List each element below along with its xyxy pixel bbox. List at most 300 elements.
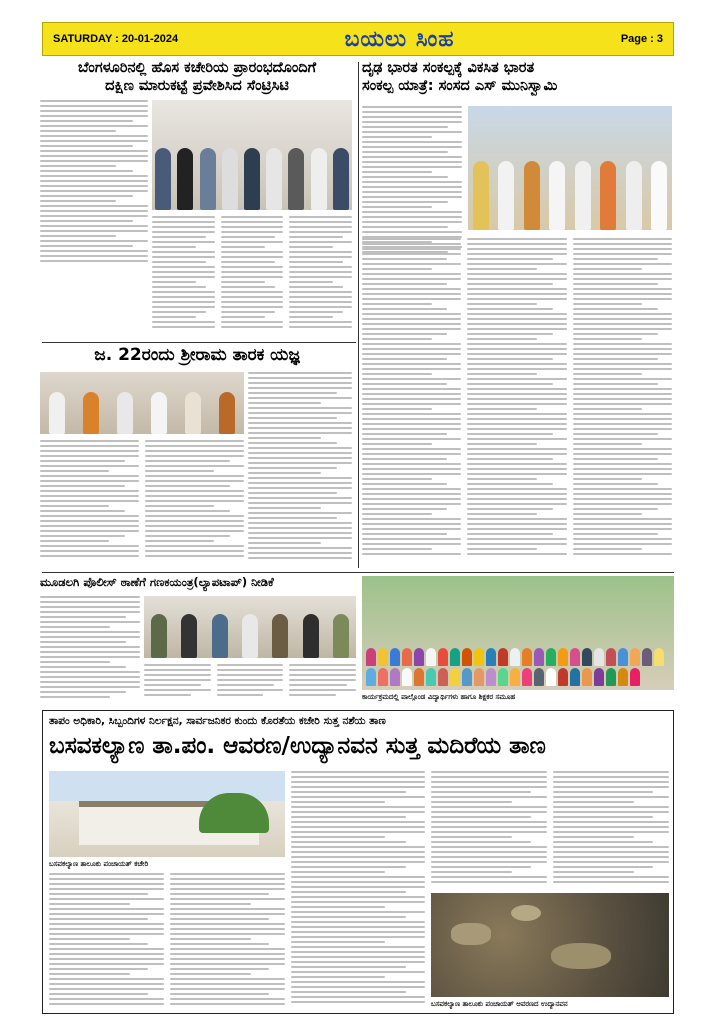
body-text-line xyxy=(248,467,337,469)
body-text-line xyxy=(49,938,130,940)
body-text-line xyxy=(145,555,244,557)
body-text-line xyxy=(362,211,462,213)
body-text-line xyxy=(362,231,462,233)
body-text-line xyxy=(40,500,139,502)
body-text-line xyxy=(553,816,653,818)
body-text-line xyxy=(573,343,672,345)
body-text-line xyxy=(362,443,432,445)
body-text-line xyxy=(145,480,244,482)
body-text-line xyxy=(40,535,125,537)
body-text-line xyxy=(289,251,352,253)
body-text-line xyxy=(248,447,352,449)
body-text-line xyxy=(362,373,432,375)
body-text-line xyxy=(248,412,352,414)
body-text-line xyxy=(289,301,352,303)
body-text-line xyxy=(40,525,139,527)
body-text-line xyxy=(49,908,164,910)
body-text-line xyxy=(40,110,148,112)
body-text-line xyxy=(362,303,432,305)
body-text-line xyxy=(573,353,672,355)
body-text-line xyxy=(145,540,214,542)
body-text-line xyxy=(40,170,133,172)
body-text-line xyxy=(467,353,566,355)
body-text-line xyxy=(221,241,284,243)
body-text-line xyxy=(431,806,547,808)
body-text-line xyxy=(362,186,462,188)
body-text-line xyxy=(248,552,352,554)
body-text-line xyxy=(362,283,447,285)
body-text-line xyxy=(289,694,336,696)
body-text-line xyxy=(362,413,461,415)
body-text-line xyxy=(248,397,352,399)
body-text-line xyxy=(170,953,285,955)
body-text-line xyxy=(467,543,566,545)
body-text-line xyxy=(573,498,672,500)
body-text-line xyxy=(467,503,566,505)
body-text-line xyxy=(467,373,537,375)
body-text-line xyxy=(49,903,130,905)
body-text-line xyxy=(573,508,658,510)
body-text-line xyxy=(289,281,333,283)
body-text-line xyxy=(467,483,552,485)
body-text-line xyxy=(467,448,566,450)
body-text-line xyxy=(431,811,547,813)
body-text-line xyxy=(431,856,547,858)
body-text-line xyxy=(248,422,352,424)
body-text-line xyxy=(289,679,356,681)
body-text-line xyxy=(291,921,425,923)
body-text-line xyxy=(152,241,215,243)
body-text-line xyxy=(49,918,148,920)
body-text-line xyxy=(553,856,669,858)
body-text-line xyxy=(40,205,148,207)
body-text-line xyxy=(291,976,385,978)
body-text-line xyxy=(248,532,352,534)
body-text-line xyxy=(248,452,352,454)
body-text-line xyxy=(49,893,148,895)
body-text-line xyxy=(289,326,352,328)
body-text-line xyxy=(289,689,356,691)
body-text-line xyxy=(289,256,352,258)
yagna-photo xyxy=(40,372,244,434)
paper-name: ಬಯಲು ಸಿಂಹ xyxy=(344,26,455,52)
body-text-line xyxy=(467,348,566,350)
body-text-line xyxy=(467,273,566,275)
body-text-line xyxy=(40,260,148,262)
body-text-line xyxy=(362,111,462,113)
body-text-line xyxy=(291,986,425,988)
body-text-line xyxy=(573,308,658,310)
body-text-line xyxy=(362,453,461,455)
body-text-line xyxy=(553,786,669,788)
body-text-line xyxy=(40,460,125,462)
body-text-line xyxy=(40,495,139,497)
story-basavakalyan-kicker: ತಾಪಂ ಅಧಿಕಾರಿ, ಸಿಬ್ಬಂದಿಗಳ ನಿರ್ಲಕ್ಷನ, ಸಾರ್ವಜನಿಕರ ಕುಂದು ಕೊರತೆಯ ಕಚೇರಿ ಸುತ್ತ ನಶೆಯ ತಾಣ xyxy=(49,715,386,727)
body-text-line xyxy=(573,368,672,370)
body-text-line xyxy=(362,318,461,320)
body-text-line xyxy=(248,507,321,509)
body-text-line xyxy=(362,418,461,420)
body-text-line xyxy=(145,545,244,547)
body-text-line xyxy=(221,236,275,238)
body-text-line xyxy=(49,943,148,945)
body-text-line xyxy=(573,483,658,485)
body-text-line xyxy=(170,988,285,990)
body-text-line xyxy=(291,966,406,968)
body-text-line xyxy=(573,348,672,350)
body-text-line xyxy=(170,943,269,945)
body-text-line xyxy=(221,276,284,278)
body-text-line xyxy=(467,283,552,285)
divider-yagna-top xyxy=(42,342,356,343)
body-text-line xyxy=(40,631,140,633)
body-text-line xyxy=(248,427,352,429)
body-text-line xyxy=(248,432,352,434)
body-text-line xyxy=(467,343,566,345)
body-text-line xyxy=(467,328,566,330)
body-text-line xyxy=(467,513,537,515)
body-text-line xyxy=(362,121,462,123)
body-text-line xyxy=(40,611,140,613)
body-text-line xyxy=(40,125,148,127)
body-text-line xyxy=(291,806,425,808)
body-text-line xyxy=(40,100,148,102)
body-text-line xyxy=(362,543,461,545)
body-text-line xyxy=(362,161,462,163)
body-text-line xyxy=(40,555,139,557)
body-text-line xyxy=(49,928,164,930)
body-text-line xyxy=(291,846,425,848)
body-text-line xyxy=(248,387,352,389)
body-text-line xyxy=(362,248,461,250)
story-yagna xyxy=(40,346,354,568)
body-text-line xyxy=(221,271,284,273)
body-text-line xyxy=(362,518,461,520)
body-text-line xyxy=(217,694,264,696)
body-text-line xyxy=(291,811,425,813)
body-text-line xyxy=(431,776,547,778)
body-text-line xyxy=(362,448,461,450)
body-text-line xyxy=(467,288,566,290)
body-text-line xyxy=(289,231,352,233)
body-text-line xyxy=(152,311,206,313)
body-text-line xyxy=(362,328,461,330)
body-text-line xyxy=(40,485,125,487)
body-text-line xyxy=(431,861,547,863)
body-text-line xyxy=(553,826,669,828)
body-text-line xyxy=(221,326,284,328)
body-text-line xyxy=(40,135,148,137)
body-text-line xyxy=(362,323,461,325)
body-text-line xyxy=(40,696,110,698)
body-text-line xyxy=(221,291,284,293)
story-group-photo xyxy=(362,576,674,706)
body-text-line xyxy=(362,221,462,223)
body-text-line xyxy=(170,903,251,905)
body-text-line xyxy=(248,407,352,409)
body-text-line xyxy=(248,392,337,394)
body-text-line xyxy=(573,478,643,480)
body-text-line xyxy=(291,906,385,908)
body-text-line xyxy=(221,231,284,233)
body-text-line xyxy=(553,806,669,808)
body-text-line xyxy=(362,548,432,550)
divider-vertical-top xyxy=(358,62,359,568)
story-yagna-headline: ಜ. 22ರಂದು ಶ್ರೀರಾಮ ತಾರಕ ಯಜ್ಞ xyxy=(94,345,300,365)
body-text-line xyxy=(221,266,284,268)
body-text-line xyxy=(170,983,285,985)
body-text-line xyxy=(40,676,140,678)
office-opening-photo xyxy=(152,100,352,210)
body-text-line xyxy=(40,230,148,232)
body-text-line xyxy=(40,666,126,668)
body-text-line xyxy=(362,141,462,143)
body-text-line xyxy=(248,477,352,479)
body-text-line xyxy=(573,413,672,415)
body-text-line xyxy=(49,958,164,960)
body-text-line xyxy=(467,418,566,420)
body-text-line xyxy=(40,210,148,212)
body-text-line xyxy=(248,497,352,499)
body-text-line xyxy=(467,383,552,385)
body-text-line xyxy=(40,515,139,517)
body-text-line xyxy=(573,443,643,445)
body-text-line xyxy=(467,393,566,395)
body-text-line xyxy=(217,664,284,666)
body-text-line xyxy=(553,776,669,778)
body-text-line xyxy=(431,781,547,783)
body-text-line xyxy=(467,363,566,365)
body-text-line xyxy=(467,453,566,455)
masthead xyxy=(42,22,674,56)
body-text-line xyxy=(553,851,669,853)
body-text-line xyxy=(170,978,285,980)
body-text-line xyxy=(291,826,425,828)
body-text-line xyxy=(248,537,352,539)
body-text-line xyxy=(40,621,140,623)
body-text-line xyxy=(362,268,432,270)
body-text-line xyxy=(221,281,265,283)
body-text-line xyxy=(170,938,251,940)
body-text-line xyxy=(40,455,139,457)
body-text-line xyxy=(289,296,352,298)
body-text-line xyxy=(573,418,672,420)
body-text-line xyxy=(467,518,566,520)
body-text-line xyxy=(248,547,352,549)
body-text-line xyxy=(145,515,244,517)
story-sankalp-headline-1: ದೃಢ ಭಾರತ ಸಂಕಲ್ಪಕ್ಕೆ ವಿಕಸಿತ ಭಾರತ xyxy=(362,60,535,76)
body-text-line xyxy=(291,821,425,823)
body-text-line xyxy=(248,492,337,494)
body-text-line xyxy=(467,458,552,460)
body-text-line xyxy=(40,180,148,182)
body-text-line xyxy=(467,473,566,475)
body-text-line xyxy=(40,470,109,472)
body-text-line xyxy=(362,131,462,133)
body-text-line xyxy=(467,308,552,310)
body-text-line xyxy=(291,771,425,773)
body-text-line xyxy=(362,438,461,440)
body-text-line xyxy=(145,485,230,487)
body-text-line xyxy=(573,243,672,245)
body-text-line xyxy=(362,201,448,203)
body-text-line xyxy=(248,487,352,489)
body-text-line xyxy=(152,286,206,288)
body-text-line xyxy=(573,458,658,460)
body-text-line xyxy=(248,417,337,419)
body-text-line xyxy=(362,196,462,198)
body-text-line xyxy=(145,470,214,472)
body-text-line xyxy=(362,126,448,128)
divider-middle xyxy=(42,572,674,573)
body-text-line xyxy=(40,215,148,217)
body-text-line xyxy=(467,293,566,295)
body-text-line xyxy=(431,851,547,853)
body-text-line xyxy=(553,871,634,873)
body-text-line xyxy=(49,948,164,950)
body-text-line xyxy=(40,636,140,638)
body-text-line xyxy=(291,831,425,833)
newspaper-page xyxy=(36,18,676,1018)
body-text-line xyxy=(289,311,343,313)
body-text-line xyxy=(467,268,537,270)
body-text-line xyxy=(553,811,669,813)
body-text-line xyxy=(170,913,285,915)
story-police-text-left xyxy=(40,596,140,702)
sankalp-photo xyxy=(468,106,672,230)
body-text-line xyxy=(553,846,669,848)
body-text-line xyxy=(553,876,669,878)
body-text-line xyxy=(573,303,643,305)
body-text-line xyxy=(40,240,148,242)
body-text-line xyxy=(291,916,406,918)
body-text-line xyxy=(431,791,531,793)
body-text-line xyxy=(362,273,461,275)
body-text-line xyxy=(573,543,672,545)
body-text-line xyxy=(573,538,672,540)
body-text-line xyxy=(152,271,215,273)
story-basavakalyan-text-right xyxy=(431,771,669,889)
body-text-line xyxy=(40,540,109,542)
body-text-line xyxy=(553,771,669,773)
body-text-line xyxy=(467,338,537,340)
story-basavakalyan-headline: ಬಸವಕಲ್ಯಾಣ ತಾ.ಪಂ. ಆವರಣ/ಉದ್ಯಾನವನ ಸುತ್ತ ಮದಿರೆಯ ತಾಣ xyxy=(49,733,546,759)
body-text-line xyxy=(170,883,285,885)
body-text-line xyxy=(221,286,275,288)
body-text-line xyxy=(362,378,461,380)
body-text-line xyxy=(49,998,164,1000)
body-text-line xyxy=(553,821,669,823)
police-photo xyxy=(144,596,356,658)
story-sankalp-text-top xyxy=(362,106,462,260)
body-text-line xyxy=(221,316,265,318)
story-office-opening-headline-1: ಬೆಂಗಳೂರಿನಲ್ಲಿ ಹೊಸ ಕಚೇರಿಯ ಪ್ರಾರಂಭದೊಂದಿಗೆ xyxy=(77,60,317,76)
body-text-line xyxy=(291,781,425,783)
body-text-line xyxy=(362,363,461,365)
body-text-line xyxy=(40,235,116,237)
body-text-line xyxy=(467,368,566,370)
body-text-line xyxy=(40,686,140,688)
body-text-line xyxy=(291,791,406,793)
body-text-line xyxy=(289,266,352,268)
body-text-line xyxy=(467,333,552,335)
body-text-line xyxy=(291,961,425,963)
body-text-line xyxy=(291,896,425,898)
body-text-line xyxy=(40,480,139,482)
body-text-line xyxy=(573,553,672,555)
body-text-line xyxy=(289,246,333,248)
body-text-line xyxy=(40,510,125,512)
body-text-line xyxy=(362,166,462,168)
body-text-line xyxy=(145,475,244,477)
body-text-line xyxy=(170,933,285,935)
body-text-line xyxy=(431,841,531,843)
body-text-line xyxy=(152,306,215,308)
body-text-line xyxy=(362,473,461,475)
body-text-line xyxy=(152,256,215,258)
body-text-line xyxy=(362,348,461,350)
body-text-line xyxy=(40,550,139,552)
body-text-line xyxy=(289,306,352,308)
body-text-line xyxy=(362,408,432,410)
body-text-line xyxy=(221,226,284,228)
body-text-line xyxy=(573,338,643,340)
body-text-line xyxy=(362,216,462,218)
body-text-line xyxy=(431,786,547,788)
body-text-line xyxy=(573,423,672,425)
body-text-line xyxy=(467,318,566,320)
body-text-line xyxy=(152,281,196,283)
body-text-line xyxy=(49,968,148,970)
body-text-line xyxy=(467,388,566,390)
body-text-line xyxy=(467,278,566,280)
body-text-line xyxy=(573,283,658,285)
body-text-line xyxy=(145,510,230,512)
body-text-line xyxy=(573,468,672,470)
body-text-line xyxy=(573,403,672,405)
body-text-line xyxy=(362,468,461,470)
body-text-line xyxy=(553,796,669,798)
body-text-line xyxy=(362,156,462,158)
group-photo-caption: ಕಾರ್ಯಕ್ರಮದಲ್ಲಿ ಪಾಲ್ಗೊಂಡ ವಿದ್ಯಾರ್ಥಿಗಳು ಹಾಗೂ ಶಿಕ್ಷಕರ ಸಮೂಹ xyxy=(362,693,516,701)
body-text-line xyxy=(170,998,285,1000)
body-text-line xyxy=(291,951,425,953)
body-text-line xyxy=(467,553,566,555)
body-text-line xyxy=(40,465,139,467)
body-text-line xyxy=(40,190,148,192)
body-text-line xyxy=(40,450,139,452)
body-text-line xyxy=(40,160,148,162)
body-text-line xyxy=(431,846,547,848)
body-text-line xyxy=(362,398,461,400)
body-text-line xyxy=(553,831,669,833)
body-text-line xyxy=(467,498,566,500)
body-text-line xyxy=(467,323,566,325)
basavakalyan-garden-photo xyxy=(431,893,669,997)
body-text-line xyxy=(362,243,461,245)
body-text-line xyxy=(467,378,566,380)
body-text-line xyxy=(291,796,425,798)
body-text-line xyxy=(362,428,461,430)
body-text-line xyxy=(362,423,461,425)
body-text-line xyxy=(40,220,133,222)
body-text-line xyxy=(221,321,284,323)
body-text-line xyxy=(40,651,140,653)
body-text-line xyxy=(49,983,164,985)
body-text-line xyxy=(573,388,672,390)
body-text-line xyxy=(553,836,634,838)
body-text-line xyxy=(467,478,537,480)
